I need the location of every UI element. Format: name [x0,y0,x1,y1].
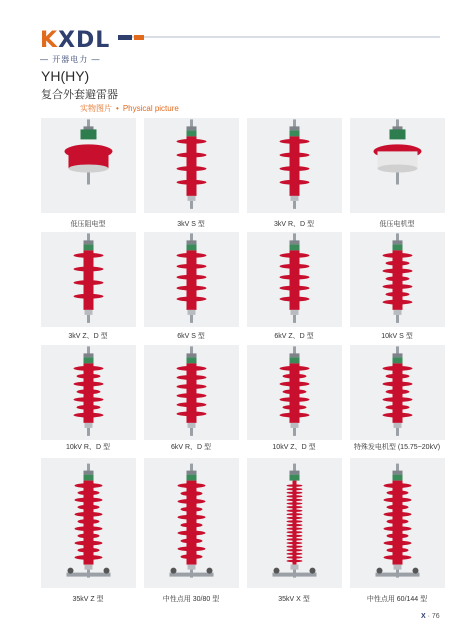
arrester-icon [350,118,445,213]
arrester-icon [247,458,342,588]
product-label: 低压电机型 [379,221,415,228]
product-photo [247,118,342,213]
photo-caption: 实物图片 • Physical picture [80,104,179,113]
product-photo [41,118,136,213]
product-photo [144,458,239,588]
product-label: 中性点用 60/144 型 [366,596,428,603]
product-photo [144,345,239,440]
company-logo [40,30,110,65]
product-label: 3kV R、D 型 [273,221,315,228]
product-photo [41,345,136,440]
arrester-icon [247,118,342,213]
arrester-icon [144,232,239,327]
product-label: 低压阻电型 [70,221,106,228]
product-photo [41,232,136,327]
product-photo [247,232,342,327]
logo-wordmark: KXDL [40,28,111,53]
product-photo [350,458,445,588]
arrester-icon [144,458,239,588]
logo-tagline: — 开器电力 — [40,55,101,64]
product-photo [144,118,239,213]
product-photo [144,232,239,327]
header-rule [118,36,440,38]
product-photo [41,458,136,588]
product-label: 3kV S 型 [177,221,205,228]
arrester-icon [41,458,136,588]
page-subtitle: 复合外套避雷器 [41,89,118,101]
arrester-icon [247,232,342,327]
product-label: 10kV Z、D 型 [272,444,316,451]
page-title: YH(HY) [41,68,90,84]
arrester-icon [247,345,342,440]
arrester-icon [41,345,136,440]
page-number: X · 76 [421,613,440,620]
arrester-icon [144,118,239,213]
product-photo [350,118,445,213]
product-label: 3kV Z、D 型 [68,333,108,340]
product-label: 特殊发电机型 (15.75~20kV) [353,444,441,451]
product-label: 中性点用 30/80 型 [162,596,220,603]
product-photo [350,345,445,440]
arrester-icon [350,232,445,327]
arrester-icon [41,118,136,213]
product-label: 6kV R、D 型 [170,444,212,451]
product-photo [247,345,342,440]
arrester-icon [350,345,445,440]
arrester-icon [144,345,239,440]
product-label: 10kV R、D 型 [66,444,110,451]
product-photo [350,232,445,327]
arrester-icon [350,458,445,588]
product-label: 10kV S 型 [381,333,413,340]
product-label: 35kV X 型 [278,596,310,603]
arrester-icon [41,232,136,327]
product-photo [247,458,342,588]
product-label: 6kV Z、D 型 [274,333,314,340]
product-label: 35kV Z 型 [72,596,104,603]
product-label: 6kV S 型 [177,333,205,340]
